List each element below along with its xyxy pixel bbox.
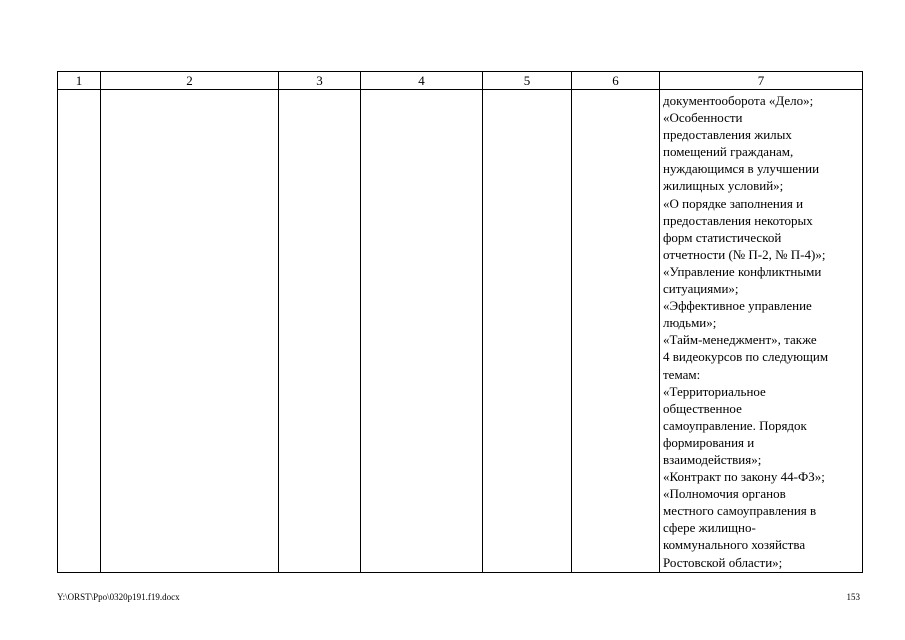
column-header-3: 3 xyxy=(279,72,361,90)
text-line: документооборота «Дело»; xyxy=(663,93,814,108)
text-line: предоставления жилых xyxy=(663,127,792,143)
text-line: «Особенности xyxy=(663,110,743,126)
column-header-2: 2 xyxy=(101,72,279,90)
table-cell-col5 xyxy=(483,90,572,573)
text-line: помещений гражданам, xyxy=(663,144,794,160)
text-line: коммунального хозяйства xyxy=(663,537,806,553)
text-line: отчетности (№ П-2, № П-4)»; xyxy=(663,246,826,262)
column-header-6: 6 xyxy=(572,72,660,90)
data-table xyxy=(57,71,863,573)
table-header-row xyxy=(58,72,863,90)
text-line: формирования и xyxy=(663,434,755,450)
text-line: общественное xyxy=(663,400,742,416)
text-line: сфере жилищно- xyxy=(663,520,756,536)
text-line: нуждающимся в улучшении xyxy=(663,161,820,177)
text-line: 4 видеокурсов по следующим xyxy=(663,349,829,365)
text-line: местного самоуправления в xyxy=(663,503,817,519)
text-line: «Территориальное xyxy=(663,383,766,399)
column-header-7: 7 xyxy=(660,72,863,90)
text-line: форм статистической xyxy=(663,229,782,245)
text-line: «Тайм-менеджмент», также xyxy=(663,332,817,348)
text-line: жилищных условий»; xyxy=(663,178,784,194)
column-header-1: 1 xyxy=(58,72,101,90)
text-line: темам: xyxy=(663,366,701,382)
text-line: «Управление конфликтными xyxy=(663,263,822,279)
column-header-4: 4 xyxy=(361,72,483,90)
table-row xyxy=(58,90,863,573)
text-line: самоуправление. Порядок xyxy=(663,417,807,433)
text-line: людьми»; xyxy=(663,315,717,331)
page-number: 153 xyxy=(846,592,860,602)
text-line: ситуациями»; xyxy=(663,281,739,297)
text-line: Ростовской области»; xyxy=(663,554,783,570)
table-cell-col6 xyxy=(572,90,660,573)
table-cell-col2 xyxy=(101,90,279,573)
table-cell-col1 xyxy=(58,90,101,573)
text-line: предоставления некоторых xyxy=(663,212,813,228)
text-line: взаимодействия»; xyxy=(663,451,762,467)
text-line: «Контракт по закону 44-ФЗ»; xyxy=(663,469,825,485)
text-line: «Полномочия органов xyxy=(663,486,786,502)
text-line: «О порядке заполнения и xyxy=(663,195,804,211)
table-cell-col4 xyxy=(361,90,483,573)
table-cell-col7 xyxy=(660,90,863,573)
text-line: «Эффективное управление xyxy=(663,298,812,314)
course-list-text xyxy=(660,90,862,571)
footer-file-path: Y:\ORST\Ppo\0320p191.f19.docx xyxy=(57,592,180,602)
table-cell-col3 xyxy=(279,90,361,573)
column-header-5: 5 xyxy=(483,72,572,90)
